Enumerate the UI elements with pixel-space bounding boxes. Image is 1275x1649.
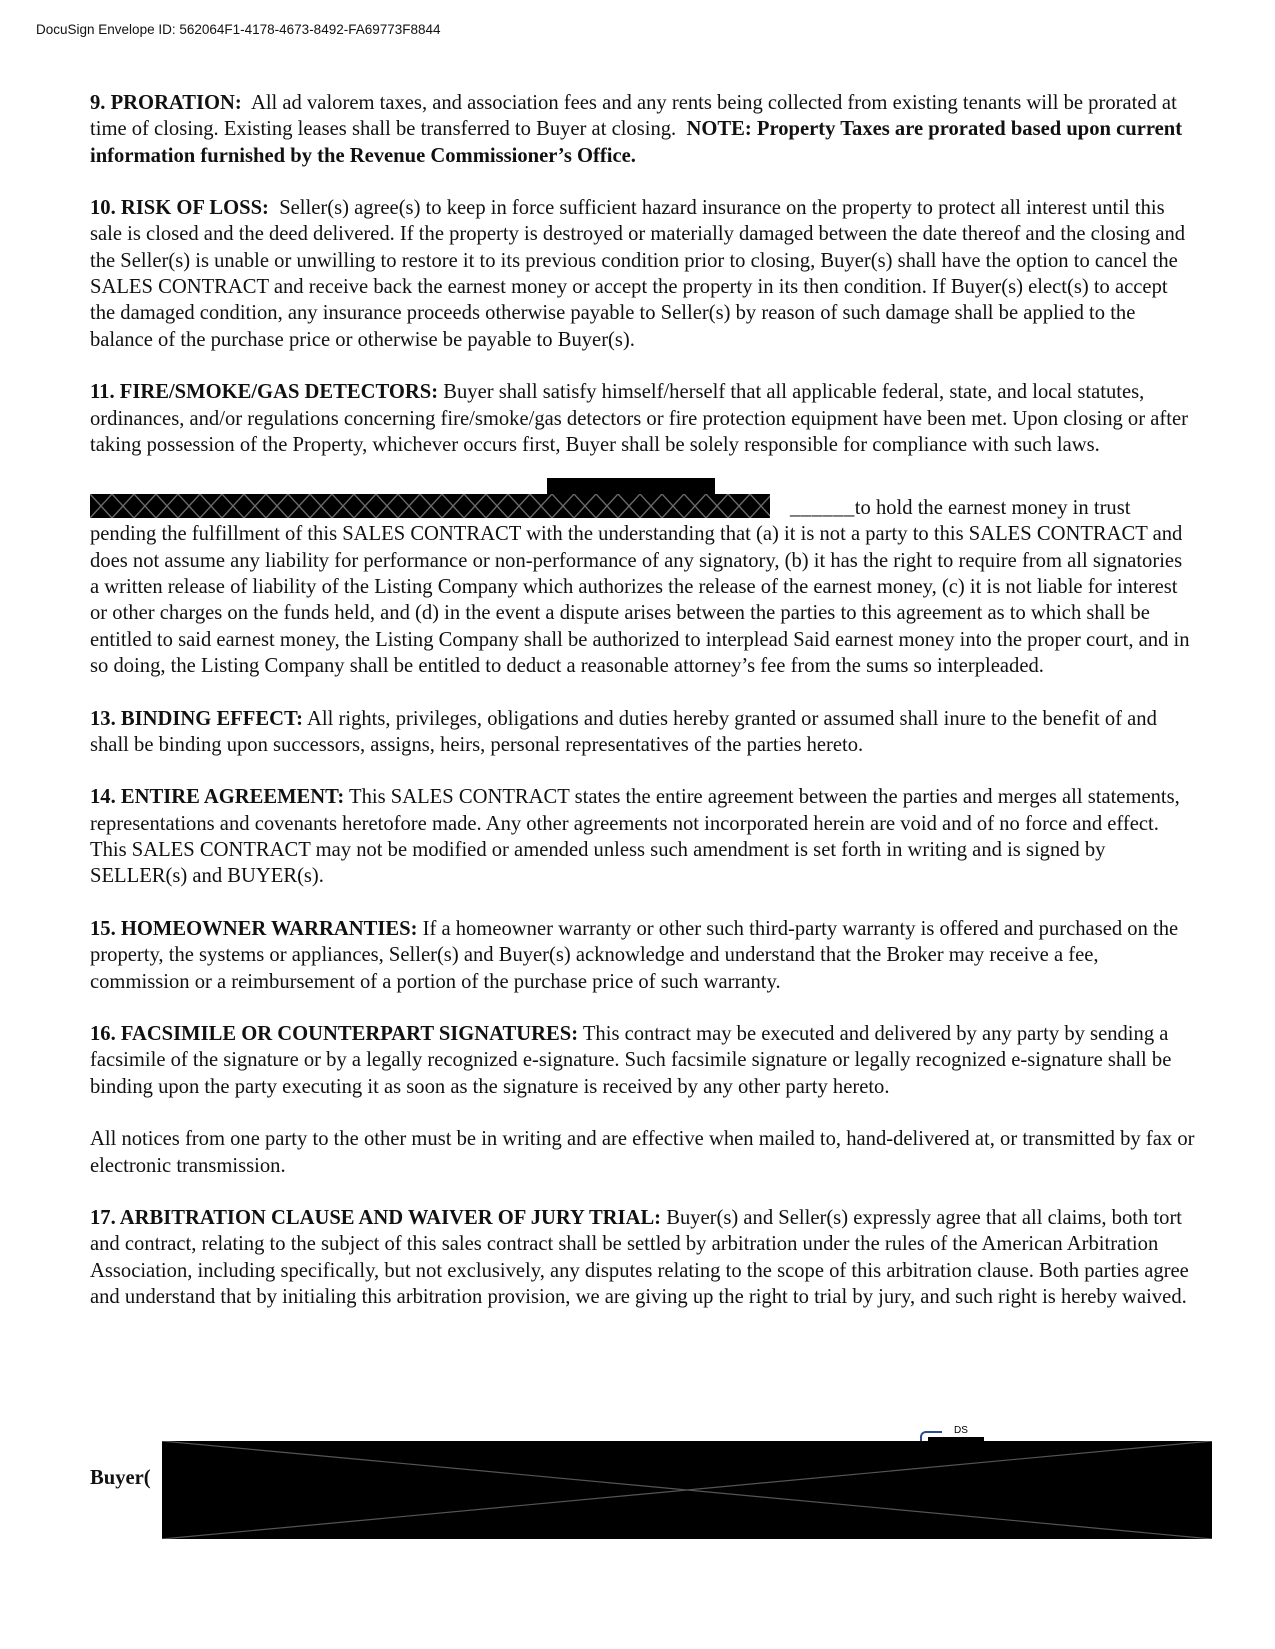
docusign-initial-tag bbox=[920, 1425, 984, 1441]
section-16-heading: 16. FACSIMILE OR COUNTERPART SIGNATURES: bbox=[90, 1023, 579, 1046]
section-13 bbox=[90, 706, 1195, 759]
notices-paragraph: All notices from one party to the other must be in writing and are effective when mailed to, hand-delivered at, or transmitted by fax or electronic transmission. bbox=[90, 1128, 1195, 1177]
ds-label: DS bbox=[954, 1425, 968, 1436]
section-15-heading: 15. HOMEOWNER WARRANTIES: bbox=[90, 917, 418, 940]
section-15-body: If a homeowner warranty or other such third-party warranty is offered and purchased on the property, the systems or appliances, Seller(s) and Buyer(s) acknowledge and understand that the Broker may receive a fee, commission or a reimbursement of a portion of the purchase price of such warranty. bbox=[90, 917, 1179, 993]
section-9-note: NOTE: Property Taxes are prorated based upon current information furnished by the Revenue Commissioner’s Office. bbox=[90, 118, 1183, 167]
redaction-pattern bbox=[90, 494, 770, 518]
envelope-id: DocuSign Envelope ID: 562064F1-4178-4673-8492-FA69773F8844 bbox=[36, 22, 441, 37]
redaction-cross bbox=[162, 1441, 1212, 1539]
section-12-body: to hold the earnest money in trust pending the fulfillment of this SALES CONTRACT with the understanding that (a) it is not a party to this SALES CONTRACT and does not assume any liability for performance or non-performance of any signatory, (b) it has the right to require from all signatories a written release of liability of the Listing Company which authorizes the release of the earnest money, (c) it is not liable for interest or other charges on the funds held, and (d) in the event a dispute arises between the parties to this agreement as to which shall be entitled to said earnest money, the Listing Company shall be authorized to interplead Said earnest money into the proper court, and in so doing, the Listing Company shall be entitled to deduct a reasonable attorney’s fee from the sums so interpleaded. bbox=[90, 497, 1190, 677]
section-14 bbox=[90, 784, 1195, 889]
section-10-heading: 10. RISK OF LOSS: bbox=[90, 197, 269, 220]
section-11-heading: 11. FIRE/SMOKE/GAS DETECTORS: bbox=[90, 381, 439, 404]
buyer-label: Buyer( bbox=[90, 1467, 151, 1489]
section-11-body: Buyer shall satisfy himself/herself that all applicable federal, state, and local statutes, ordinances, and/or regulations concerning fire/smoke/gas detectors or fire protection equipment have been met. Upon closing or after taking possession of the Property, whichever occurs first, Buyer shall be solely responsible for compliance with such laws. bbox=[90, 381, 1188, 456]
section-14-heading: 14. ENTIRE AGREEMENT: bbox=[90, 786, 345, 809]
signature-redaction bbox=[162, 1441, 1212, 1539]
section-9-body: All ad valorem taxes, and association fees and any rents being collected from existing tenants will be prorated at time of closing. Existing leases shall be transferred to Buyer at closing. bbox=[90, 92, 1177, 141]
earnest-blank: ______ bbox=[790, 497, 855, 520]
section-17 bbox=[90, 1205, 1195, 1310]
section-10-body: Seller(s) agree(s) to keep in force sufficient hazard insurance on the property to protect all interest until this sale is closed and the deed delivered. If the property is destroyed or materially damaged between the date thereof and the closing and the Seller(s) is unable or unwilling to restore it to its previous condition prior to closing, Buyer(s) shall have the option to cancel the SALES CONTRACT and receive back the earnest money or accept the property in its then condition. If Buyer(s) elect(s) to accept the damaged condition, any insurance proceeds otherwise payable to Seller(s) by reason of such damage shall be applied to the balance of the purchase price or otherwise be payable to Buyer(s). bbox=[90, 197, 1186, 351]
section-13-body: All rights, privileges, obligations and duties hereby granted or assumed shall inure to the benefit of and shall be binding upon successors, assigns, heirs, personal representatives of the parties hereto. bbox=[90, 707, 1157, 756]
contract-body bbox=[90, 90, 1195, 1337]
section-16-body: This contract may be executed and delivered by any party by sending a facsimile of the signature or by a legally recognized e-signature. Such facsimile signature or legally recognized e-signature shall be binding upon the party executing it as soon as the signature is received by any other party hereto. bbox=[90, 1023, 1172, 1098]
section-9 bbox=[90, 90, 1195, 169]
redaction-block bbox=[90, 494, 770, 518]
section-12 bbox=[90, 494, 1195, 679]
section-13-heading: 13. BINDING EFFECT: bbox=[90, 707, 304, 730]
section-11 bbox=[90, 379, 1195, 458]
section-17-body: Buyer(s) and Seller(s) expressly agree that all claims, both tort and contract, relating to the subject of this sales contract shall be settled by arbitration under the rules of the American Arbitration Association, including specifically, but not exclusively, any disputes relating to the scope of this arbitration clause. Both parties agree and understand that by initialing this arbitration provision, we are giving up the right to trial by jury, and such right is hereby waived. bbox=[90, 1207, 1189, 1309]
section-15 bbox=[90, 916, 1195, 995]
section-17-heading: 17. ARBITRATION CLAUSE AND WAIVER OF JURY TRIAL: bbox=[90, 1207, 662, 1230]
section-16 bbox=[90, 1021, 1195, 1100]
section-10 bbox=[90, 195, 1195, 353]
section-14-body: This SALES CONTRACT states the entire agreement between the parties and merges all statements, representations and covenants heretofore made. Any other agreements not incorporated herein are void and of no force and effect. This SALES CONTRACT may not be modified or amended unless such amendment is set forth in writing and is signed by SELLER(s) and BUYER(s). bbox=[90, 786, 1180, 888]
section-9-heading: 9. PRORATION: bbox=[90, 92, 242, 114]
